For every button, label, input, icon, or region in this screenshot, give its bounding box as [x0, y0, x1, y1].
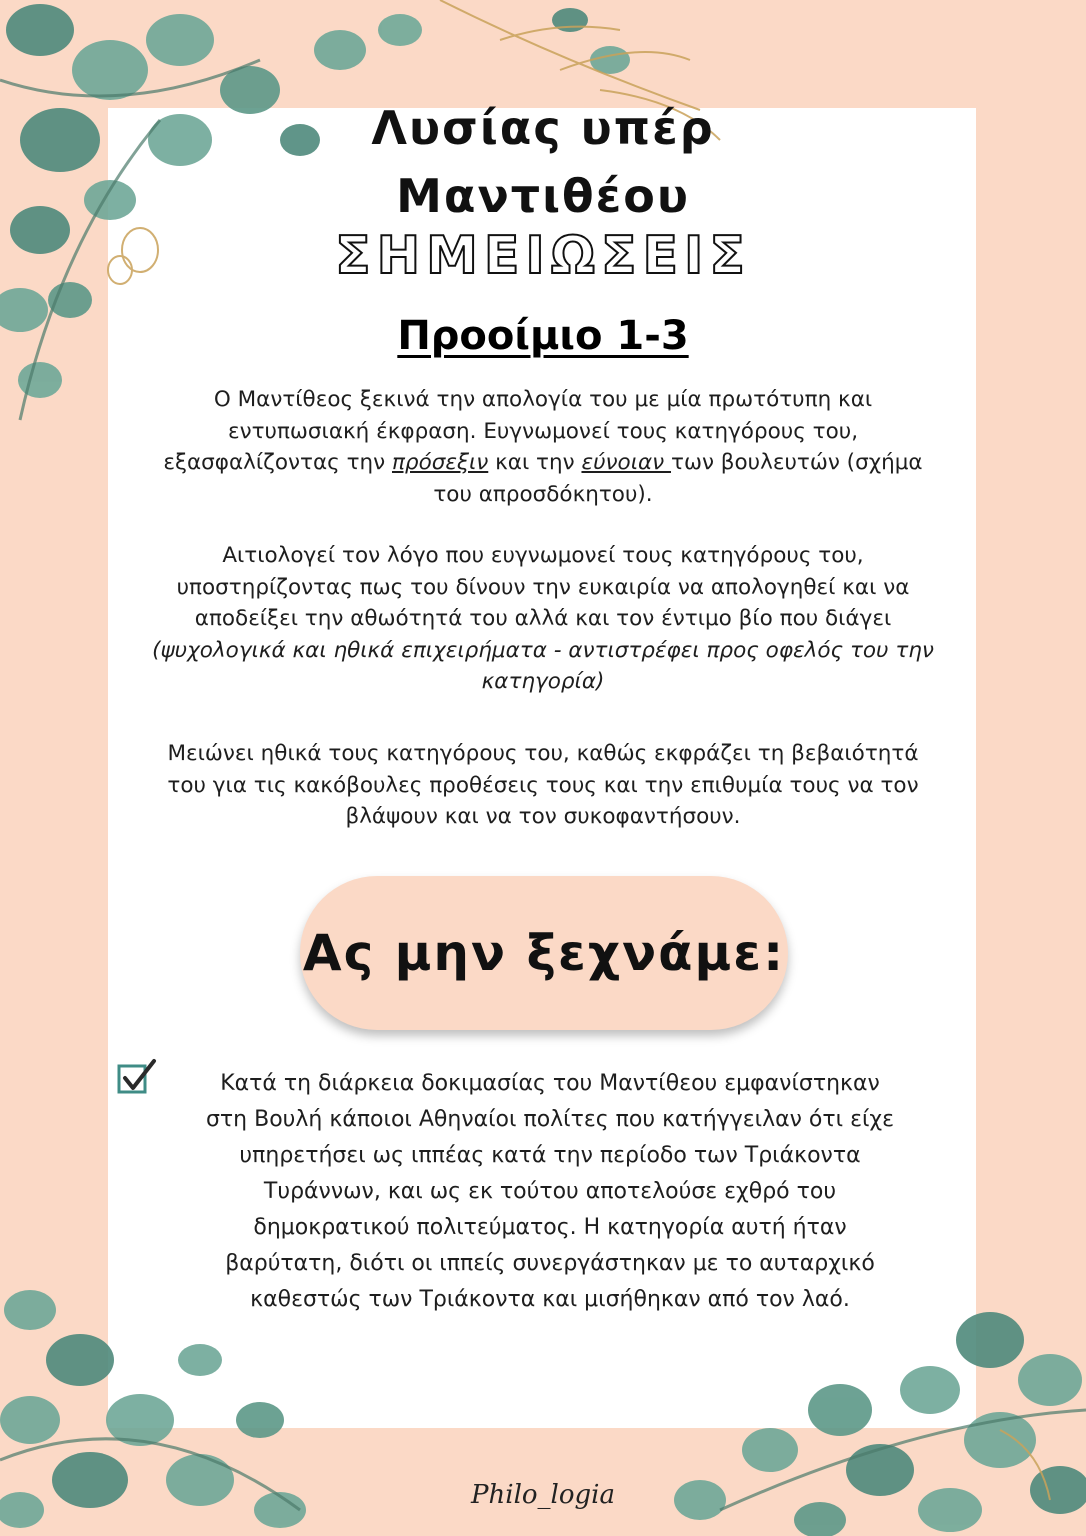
paragraph-line: υποστηρίζοντας πως του δίνουν την ευκαιρία να απολογηθεί και να: [176, 574, 910, 600]
paragraph-line: του για τις κακόβουλες προθέσεις τους και την επιθυμία τους να τον: [167, 772, 919, 798]
paragraph-line: εντυπωσιακή έκφραση. Ευγνωμονεί τους κατηγόρους του,: [227, 418, 859, 444]
note-line: υπηρετήσει ως ιππέας κατά την περίοδο των Τριάκοντα: [239, 1143, 861, 1168]
text-span: των βουλευτών (σχήμα: [671, 450, 923, 475]
paragraph-line: Αιτιολογεί τον λόγο που ευγνωμονεί τους κατηγόρους του,: [222, 543, 864, 568]
paragraph-line: αποδείξει την αθωότητά του αλλά και τον έντιμο βίο που διάγει: [194, 606, 892, 631]
paragraph-line: [112, 447, 974, 479]
paragraph-line: κατηγορία): [481, 669, 605, 694]
note-line: βαρύτατη, διότι οι ιππείς συνεργάστηκαν με το αυταρχικό: [225, 1251, 875, 1276]
note-line: στη Βουλή κάποιοι Αθηναίοι πολίτες που κατήγγειλαν ότι είχε: [205, 1107, 894, 1132]
title-line-2: Μαντιθέου: [396, 169, 690, 223]
note-line: δημοκρατικού πολιτεύματος. Η κατηγορία αυτή ήταν: [253, 1215, 847, 1240]
note-line: Κατά τη διάρκεια δοκιμασίας του Μαντίθεου εμφανίστηκαν: [220, 1071, 880, 1096]
section-title-text: Προοίμιο 1-3: [397, 313, 689, 359]
signature-logo: Philo_logia: [471, 1480, 615, 1510]
note-line: Τυράννων, και ως εκ τούτου αποτελούσε εχθρό του: [263, 1179, 837, 1204]
text-span: και την: [488, 450, 582, 475]
paragraph-3: [112, 738, 974, 833]
term-eunoian: εύνοιαν: [581, 450, 671, 475]
note-line: καθεστώς των Τριάκοντα και μισήθηκαν από τον λαό.: [250, 1287, 850, 1312]
reminder-label: Ας μην ξεχνάμε:: [302, 924, 786, 982]
paragraph-line: του απροσδόκητου).: [433, 481, 653, 507]
paragraph-line: Μειώνει ηθικά τους κατηγόρους του, καθώς εκφράζει τη βεβαιότητά: [167, 741, 919, 766]
paragraph-line: (ψυχολογικά και ηθικά επιχειρήματα - αντιστρέφει προς οφελός του την: [152, 637, 934, 663]
term-prosexin: πρόσεξιν: [391, 450, 489, 475]
paragraph-1: [112, 384, 974, 510]
section-title: [0, 310, 1086, 362]
text-span: εξασφαλίζοντας την: [163, 450, 392, 475]
paragraph-line: βλάψουν και να τον συκοφαντήσουν.: [345, 804, 741, 829]
reminder-note: [150, 1066, 950, 1318]
notes-heading: ΣΗΜΕΙΩΣΕΙΣ: [335, 226, 751, 286]
paragraph-2: [112, 540, 974, 698]
paragraph-line: Ο Μαντίθεος ξεκινά την απολογία του με μία πρωτότυπη και: [213, 387, 873, 412]
title-line-1: Λυσίας υπέρ: [371, 101, 715, 155]
reminder-banner: [300, 876, 788, 1030]
